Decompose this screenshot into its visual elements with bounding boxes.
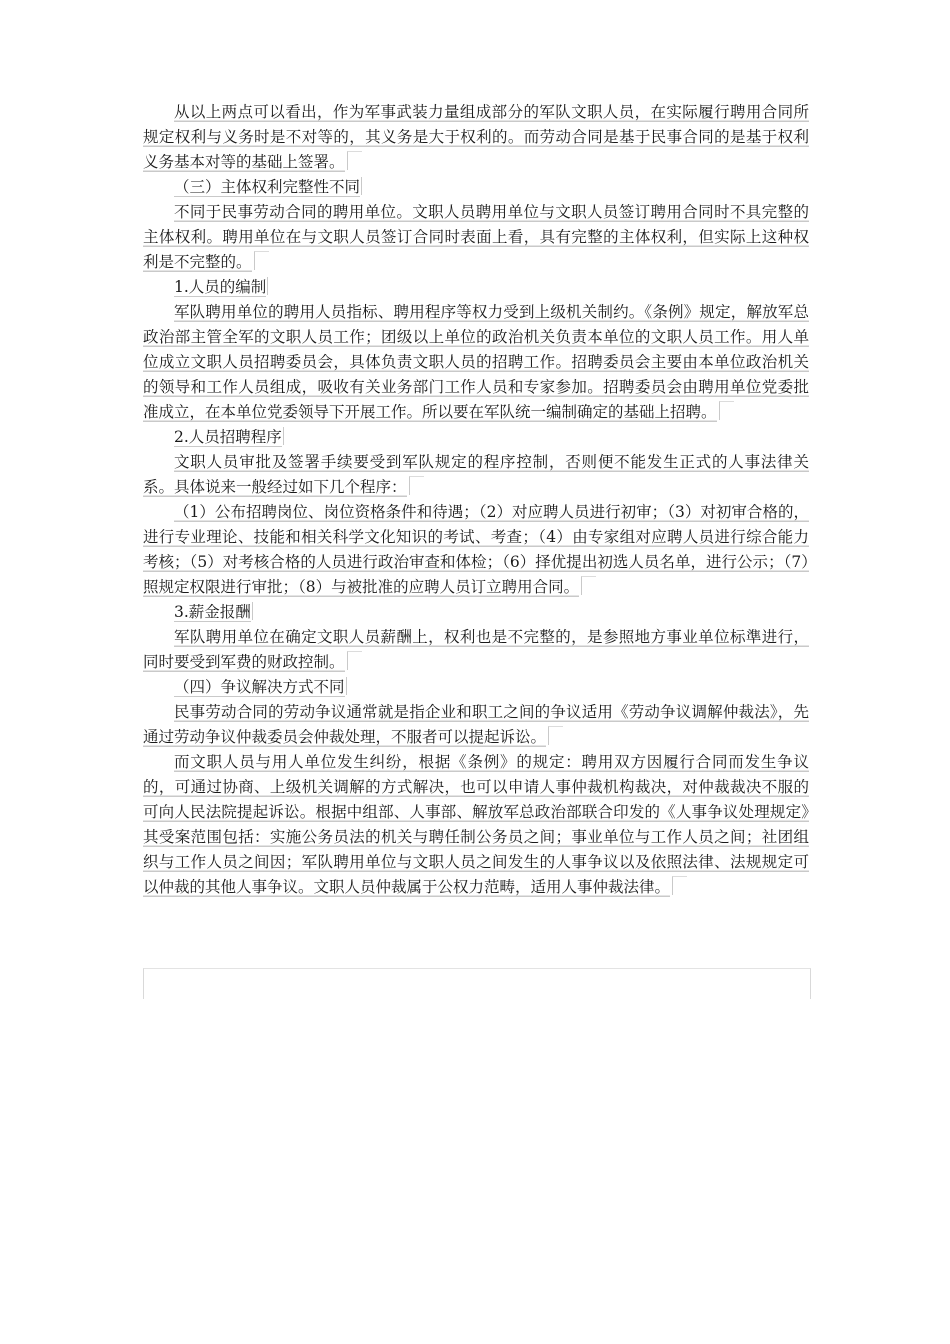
paragraph-3 — [143, 300, 809, 425]
paragraph-4 — [143, 450, 809, 500]
heading-section-4 — [143, 675, 809, 700]
paragraph-8 — [143, 750, 809, 900]
paragraph-text: 从以上两点可以看出，作为军事武装力量组成部分的军队文职人员，在实际履行聘用合同所规定权利与义务时是不对等的，其义务是大于权利的。而劳动合同是基于民事合同的是基于权利义务基本对等的基础上签署。 — [143, 103, 809, 171]
text-cursor-mark — [361, 177, 363, 195]
paragraph-5 — [143, 500, 809, 600]
heading-salary — [143, 600, 809, 625]
document-body — [143, 100, 809, 900]
heading-staffing — [143, 275, 809, 300]
text-cursor-mark — [254, 251, 269, 270]
text-cursor-mark — [581, 576, 596, 595]
paragraph-text: 民事劳动合同的劳动争议通常就是指企业和职工之间的争议适用《劳动争议调解仲裁法》，先通过劳动争议仲裁委员会仲裁处理，不服者可以提起诉讼。 — [143, 703, 809, 746]
empty-table-frame — [143, 968, 811, 999]
paragraph-6 — [143, 625, 809, 675]
text-cursor-mark — [719, 401, 734, 420]
text-cursor-mark — [283, 427, 285, 445]
text-cursor-mark — [347, 151, 362, 170]
paragraph-text: 军队聘用单位在确定文职人员薪酬上，权利也是不完整的，是参照地方事业单位标準进行，同时要受到军费的财政控制。 — [143, 628, 809, 671]
text-cursor-mark — [409, 476, 424, 495]
heading-text: （四）争议解决方式不同 — [174, 678, 345, 696]
paragraph-text: 军队聘用单位的聘用人员指标、聘用程序等权力受到上级机关制约。《条例》规定，解放军总政治部主管全军的文职人员工作；团级以上单位的政治机关负责本单位的文职人员工作。用人单位成立文职人员招聘委员会，具体负责文职人员的招聘工作。招聘委员会主要由本单位政治机关的领导和工作人员组成，吸收有关业务部门工作人员和专家参加。招聘委员会由聘用单位党委批准成立，在本单位党委领导下开展工作。所以要在军队统一编制确定的基础上招聘。 — [143, 303, 809, 421]
text-cursor-mark — [252, 602, 254, 620]
heading-text: 2.人员招聘程序 — [174, 428, 282, 446]
heading-recruitment — [143, 425, 809, 450]
paragraph-text: 文职人员审批及签署手续要受到军队规定的程序控制，否则便不能发生正式的人事法律关系。具体说来一般经过如下几个程序： — [143, 453, 809, 496]
text-cursor-mark — [346, 677, 348, 695]
paragraph-2 — [143, 200, 809, 275]
paragraph-7 — [143, 700, 809, 750]
heading-text: 1.人员的编制 — [174, 278, 267, 296]
paragraph-text: （1）公布招聘岗位、岗位资格条件和待遇；（2）对应聘人员进行初审；（3）对初审合格的，进行专业理论、技能和相关科学文化知识的考试、考查；（4）由专家组对应聘人员进行综合能力考核；（5）对考核合格的人员进行政治审查和体检；（6）择优提出初选人员名单，进行公示；（7）照规定权限进行审批；（8）与被批准的应聘人员订立聘用合同。 — [143, 503, 809, 596]
heading-text: （三）主体权利完整性不同 — [174, 178, 361, 196]
text-cursor-mark — [672, 876, 687, 895]
paragraph-text: 而文职人员与用人单位发生纠纷，根据《条例》的规定：聘用双方因履行合同而发生争议的，可通过协商、上级机关调解的方式解决，也可以申请人事仲裁机构裁决，对仲裁裁决不服的可向人民法院提起诉讼。根据中组部、人事部、解放军总政治部联合印发的《人事争议处理规定》其受案范围包括：实施公务员法的机关与聘任制公务员之间；事业单位与工作人员之间；社团组织与工作人员之间因；军队聘用单位与文职人员之间发生的人事争议以及依照法律、法规规定可以仲裁的其他人事争议。文职人员仲裁属于公权力范畴，适用人事仲裁法律。 — [143, 753, 809, 896]
heading-text: 3.薪金报酬 — [174, 603, 251, 621]
text-cursor-mark — [267, 277, 269, 295]
text-cursor-mark — [548, 726, 563, 745]
heading-section-3 — [143, 175, 809, 200]
paragraph-text: 不同于民事劳动合同的聘用单位。文职人员聘用单位与文职人员签订聘用合同时不具完整的主体权利。聘用单位在与文职人员签订合同时表面上看，具有完整的主体权利，但实际上这种权利是不完整的。 — [143, 203, 809, 271]
text-cursor-mark — [347, 651, 362, 670]
paragraph-1 — [143, 100, 809, 175]
